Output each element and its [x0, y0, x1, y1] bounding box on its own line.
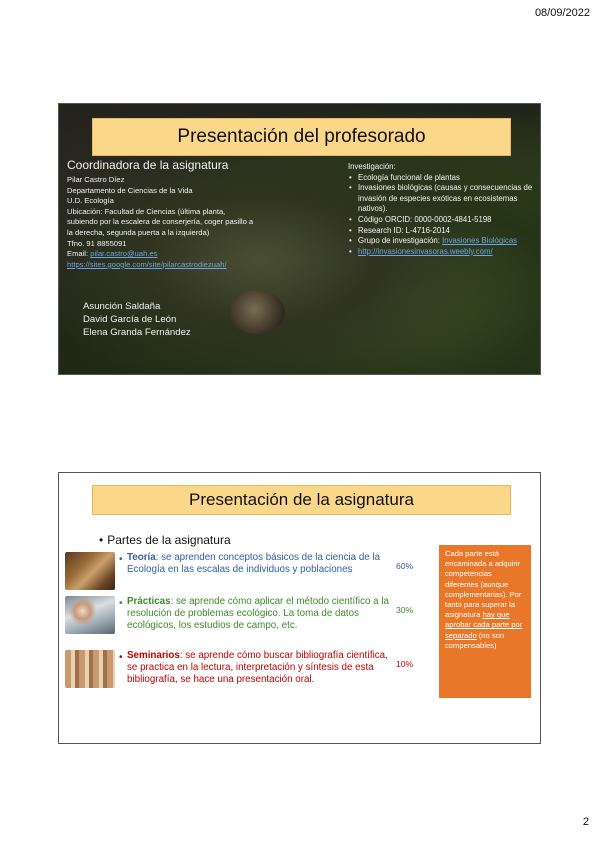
page-number: 2	[582, 816, 589, 828]
part-description	[127, 650, 389, 687]
coordinator-department: Departamento de Ciencias de la Vida	[67, 185, 193, 195]
course-part-theory	[65, 552, 435, 600]
coordinator-location-1: Ubicación: Facultad de Ciencias (última planta,	[67, 206, 226, 216]
research-group-label: Grupo de investigación:	[358, 236, 440, 246]
lab-student-photo	[65, 596, 115, 634]
coordinator-location-2: subiendo por la escalera de conserjería, coger pasillo a	[67, 217, 254, 227]
research-group-url[interactable]: http://invasionesinvasoras.weebly.com/	[358, 246, 493, 256]
bullet-icon: •	[99, 533, 104, 547]
part-name: Prácticas	[127, 596, 171, 607]
classroom-photo	[65, 650, 115, 688]
coordinator-phone: Tfno. 91 8855091	[67, 238, 127, 248]
bullet-icon: •	[119, 554, 123, 565]
teacher-name: Asunción Saldaña	[83, 301, 161, 312]
part-description	[127, 552, 389, 576]
part-text: : se aprenden conceptos básicos de la ciencia de la Ecología en las escalas de individuos y poblaciones	[127, 552, 381, 576]
research-heading: Investigación:	[348, 162, 396, 171]
slide-title: Presentación del profesorado	[92, 118, 511, 156]
part-text: : se aprende cómo aplicar el método científico a la resolución de problemas ecológico. La toma de datos ecológicos, los estudios de campo, etc.	[127, 596, 389, 632]
coordinator-name: Pilar Castro Díez	[67, 175, 125, 184]
slide-teachers	[58, 103, 541, 375]
note-text: Cada parte está encaminada a adquirir competencias diferentes (aunque complementarias). Por tanto para superar la asignatura	[445, 549, 522, 620]
research-block	[348, 162, 536, 257]
part-text: : se aprende cómo buscar bibliografía científica, se practica en la lectura, interpretación y síntesis de esta bibliografía, se hace una presentación oral.	[127, 650, 388, 686]
coordinator-unit: U.D. Ecología	[67, 196, 114, 206]
part-name: Teoría	[127, 552, 156, 563]
website-link[interactable]: https://sites.google.com/site/pilarcastrodiezuah/	[67, 259, 227, 269]
coordinator-location-3: la derecha, segunda puerta a la izquierda)	[67, 227, 210, 237]
research-item: • Código ORCID: 0000-0002-4841-5198	[348, 215, 536, 226]
research-group-item	[348, 236, 536, 247]
slide-title: Presentación de la asignatura	[92, 485, 511, 515]
print-date: 08/09/2022	[534, 7, 590, 19]
research-item: • Research ID: L-4716-2014	[348, 226, 536, 237]
slide-course	[58, 472, 541, 744]
course-parts-heading	[99, 533, 231, 547]
library-books-photo	[65, 552, 115, 590]
note-emphasis: hay que aprobar cada parte por separado	[445, 610, 523, 640]
coordinator-block	[67, 158, 327, 270]
part-percent: 60%	[396, 561, 414, 571]
note-text-end: (no son compensables)	[445, 630, 505, 650]
course-parts-label: Partes de la asignatura	[107, 533, 231, 547]
snail-shell-image	[229, 290, 285, 334]
part-percent: 30%	[396, 605, 414, 615]
coordinator-email-row	[67, 249, 327, 260]
part-name: Seminarios	[127, 650, 180, 661]
email-label: Email:	[67, 249, 89, 259]
evaluation-note	[439, 545, 531, 698]
teacher-name: Elena Granda Fernández	[83, 327, 191, 338]
research-url-item	[348, 247, 536, 258]
email-link[interactable]: pilar.castro@uah.es	[90, 249, 158, 259]
research-item: • Ecología funcional de plantas	[348, 173, 536, 184]
research-item: • Invasiones biológicas (causas y consecuencias de invasión de especies exóticas en ecosistemas nativos).	[348, 183, 536, 215]
part-percent: 10%	[396, 659, 414, 669]
bullet-icon: •	[119, 598, 123, 609]
coordinator-heading: Coordinadora de la asignatura	[67, 158, 229, 172]
teacher-name: David García de León	[83, 314, 177, 325]
bullet-icon: •	[119, 652, 123, 663]
course-part-practice	[65, 596, 435, 644]
research-group-link[interactable]: Invasiones Biológicas	[442, 236, 518, 246]
teachers-list	[83, 300, 191, 339]
part-description	[127, 596, 389, 633]
course-part-seminars	[65, 650, 435, 698]
